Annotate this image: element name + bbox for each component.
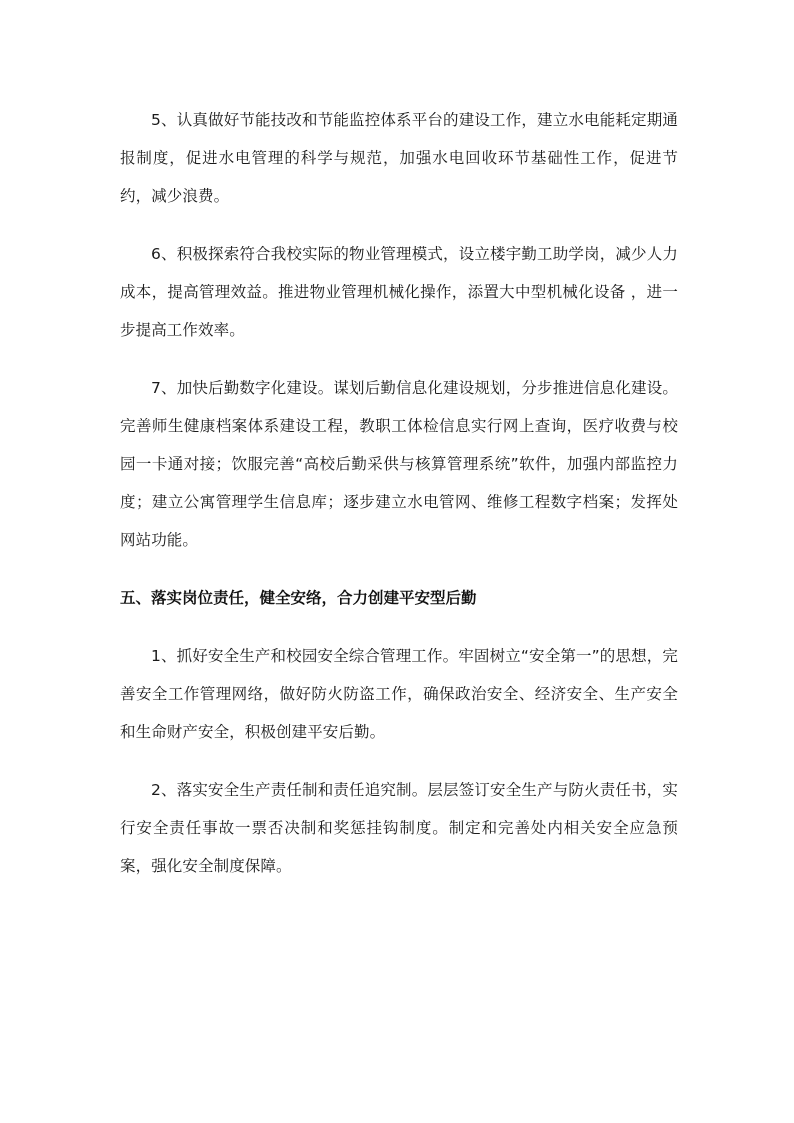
document-body	[120, 101, 678, 905]
paragraph-item-6: 6、积极探索符合我校实际的物业管理模式，设立楼宇勤工助学岗，减少人力成本，提高管理效益。推进物业管理机械化操作，添置大中型机械化设备 ，进一步提高工作效率。	[120, 245, 678, 339]
paragraph-safety-2: 2、落实安全生产责任制和责任追究制。层层签订安全生产与防火责任书，实行安全责任事故一票否决制和奖惩挂钩制度。制定和完善处内相关安全应急预案，强化安全制度保障。	[120, 781, 678, 875]
paragraph-item-7: 7、加快后勤数字化建设。谋划后勤信息化建设规划，分步推进信息化建设。完善师生健康档案体系建设工程，教职工体检信息实行网上查询，医疗收费与校园一卡通对接；饮服完善“高校后勤采供与核算管理系统”软件，加强内部监控力度；建立公寓管理学生信息库；逐步建立水电管网、维修工程数字档案；发挥处网站功能。	[120, 379, 678, 549]
paragraph-item-5: 5、认真做好节能技改和节能监控体系平台的建设工作，建立水电能耗定期通报制度，促进水电管理的科学与规范，加强水电回收环节基础性工作，促进节约，减少浪费。	[120, 111, 678, 205]
section-heading: 五、落实岗位责任，健全安络，合力创建平安型后勤	[120, 589, 477, 607]
paragraph-safety-1: 1、抓好安全生产和校园安全综合管理工作。牢固树立“安全第一”的思想，完善安全工作管理网络，做好防火防盗工作，确保政治安全、经济安全、生产安全和生命财产安全，积极创建平安后勤。	[120, 647, 678, 741]
